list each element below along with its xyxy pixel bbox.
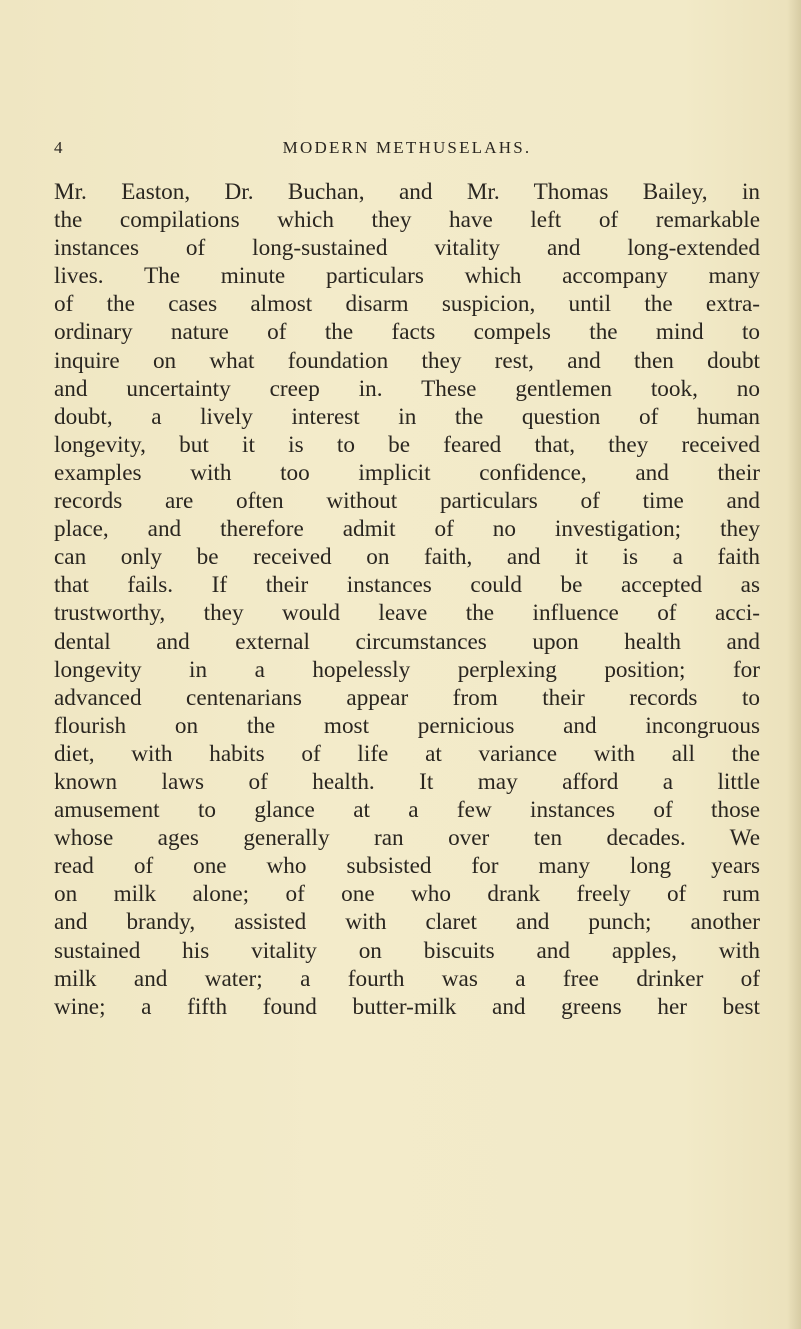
text-line: whose ages generally ran over ten decades. We: [54, 825, 760, 852]
text-line: of the cases almost disarm suspicion, until the extra-: [54, 291, 760, 318]
text-line: examples with too implicit confidence, and their: [54, 459, 760, 486]
text-line: inquire on what foundation they rest, and then doubt: [54, 347, 760, 374]
text-line: and brandy, assisted with claret and punch; another: [54, 909, 760, 936]
text-line: wine; a fifth found butter-milk and greens her best: [54, 993, 760, 1020]
running-title: MODERN METHUSELAHS.: [282, 138, 532, 157]
text-line: longevity in a hopelessly perplexing position; for: [54, 656, 760, 683]
text-line: flourish on the most pernicious and incongruous: [54, 712, 760, 739]
text-line: dental and external circumstances upon health and: [54, 628, 760, 655]
text-line: trustworthy, they would leave the influence of acci-: [54, 600, 760, 627]
text-line: read of one who subsisted for many long years: [54, 853, 760, 880]
text-line: that fails. If their instances could be accepted as: [54, 572, 760, 599]
text-line: doubt, a lively interest in the question of human: [54, 403, 760, 430]
text-line: can only be received on faith, and it is a faith: [54, 544, 760, 571]
text-line: diet, with habits of life at variance with all the: [54, 740, 760, 767]
text-line: and uncertainty creep in. These gentlemen took, no: [54, 375, 760, 402]
text-line: instances of long-sustained vitality and long-extended: [54, 235, 760, 262]
text-line: amusement to glance at a few instances of those: [54, 797, 760, 824]
text-line: on milk alone; of one who drank freely of rum: [54, 881, 760, 908]
text-line: sustained his vitality on biscuits and apples, with: [54, 937, 760, 964]
page-edge-shadow: [787, 0, 801, 1329]
text-line: Mr. Easton, Dr. Buchan, and Mr. Thomas Bailey, in: [54, 179, 760, 205]
text-line: longevity, but it is to be feared that, they received: [54, 431, 760, 458]
text-line: ordinary nature of the facts compels the mind to: [54, 319, 760, 346]
page-header: [54, 138, 760, 162]
text-line: the compilations which they have left of remarkable: [54, 207, 760, 234]
text-line: known laws of health. It may afford a little: [54, 768, 760, 795]
text-line: milk and water; a fourth was a free drinker of: [54, 965, 760, 992]
text-line: advanced centenarians appear from their records to: [54, 684, 760, 711]
page-number: 4: [54, 138, 63, 157]
text-line: records are often without particulars of time and: [54, 488, 760, 515]
text-line: place, and therefore admit of no investigation; they: [54, 516, 760, 543]
body-paragraph: [54, 178, 760, 1021]
text-line: lives. The minute particulars which accompany many: [54, 263, 760, 290]
